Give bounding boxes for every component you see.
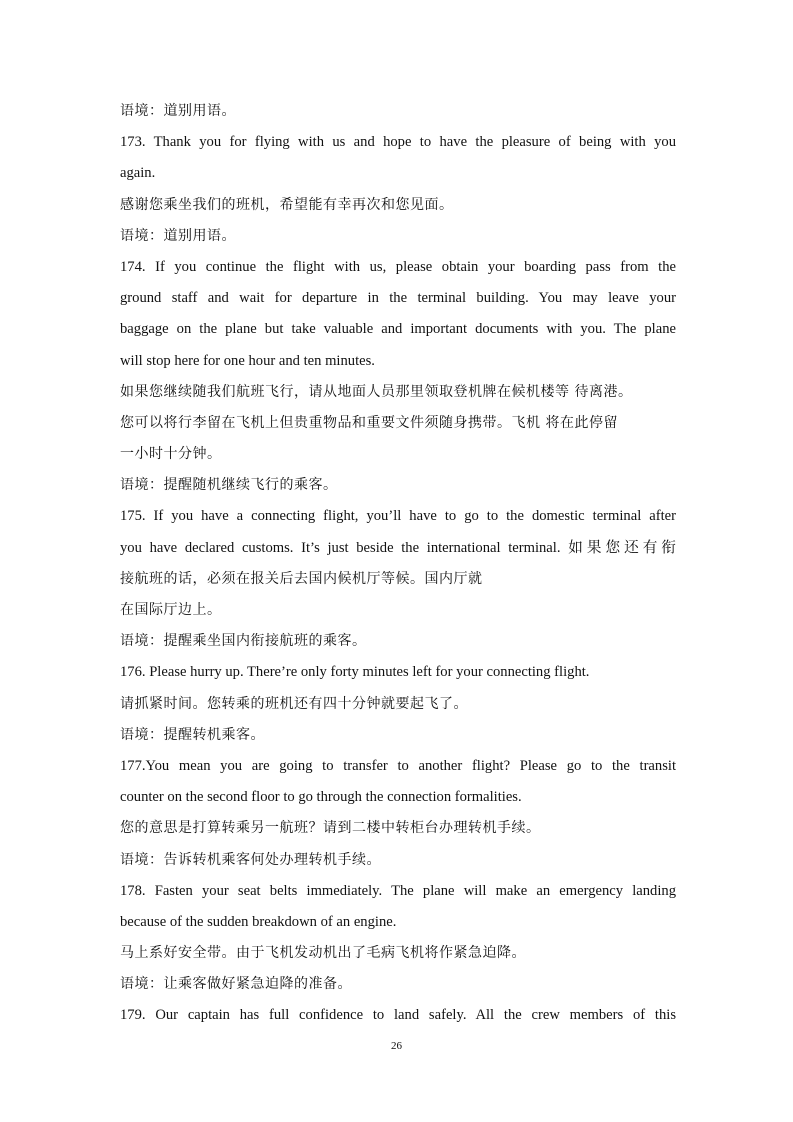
english-sentence: again. — [120, 165, 156, 182]
context-line: 语境：告诉转机乘客何处办理转机手续。 — [120, 851, 381, 868]
chinese-translation: 马上系好安全带。由于飞机发动机出了毛病飞机将作紧急迫降。 — [120, 945, 526, 962]
english-sentence: 178. Fasten your seat belts immediately. The plane will make an emergency landing — [120, 882, 676, 899]
chinese-translation: 您可以将行李留在飞机上但贵重物品和重要文件须随身携带。飞机 将在此停留 — [120, 414, 618, 431]
page-number: 26 — [391, 1040, 402, 1052]
english-sentence: 173. Thank you for flying with us and hope to have the pleasure of being with you — [120, 134, 676, 151]
english-sentence: you have declared customs. It’s just beside the international terminal. 如果您还有衔 — [120, 539, 676, 556]
chinese-translation: 请抓紧时间。您转乘的班机还有四十分钟就要起飞了。 — [120, 695, 468, 712]
context-line: 语境：提醒转机乘客。 — [120, 726, 265, 743]
chinese-translation: 一小时十分钟。 — [120, 446, 222, 463]
english-sentence: will stop here for one hour and ten minutes. — [120, 352, 375, 369]
english-sentence: 177.You mean you are going to transfer to another flight? Please go to the transit — [120, 757, 676, 774]
chinese-translation: 感谢您乘坐我们的班机，希望能有幸再次和您见面。 — [120, 196, 454, 213]
context-line: 语境：提醒乘坐国内衔接航班的乘客。 — [120, 633, 367, 650]
context-line: 语境：让乘客做好紧急迫降的准备。 — [120, 976, 352, 993]
english-sentence: counter on the second floor to go through the connection formalities. — [120, 789, 522, 806]
english-sentence: ground staff and wait for departure in the terminal building. You may leave your — [120, 290, 676, 307]
chinese-translation: 如果您继续随我们航班飞行，请从地面人员那里领取登机牌在候机楼等 待离港。 — [120, 383, 633, 400]
context-line: 语境：道别用语。 — [120, 103, 236, 119]
chinese-translation: 在国际厅边上。 — [120, 602, 222, 618]
document-body — [120, 96, 676, 1032]
english-sentence: 176. Please hurry up. There’re only forty minutes left for your connecting flight. — [120, 664, 590, 681]
context-line: 语境：提醒随机继续飞行的乘客。 — [120, 477, 338, 494]
english-sentence: baggage on the plane but take valuable and important documents with you. The plane — [120, 321, 676, 338]
context-line: 语境：道别用语。 — [120, 227, 236, 244]
english-sentence: 174. If you continue the flight with us, please obtain your boarding pass from the — [120, 258, 676, 275]
chinese-translation: 您的意思是打算转乘另一航班？请到二楼中转柜台办理转机手续。 — [120, 820, 541, 837]
english-sentence: 175. If you have a connecting flight, you’ll have to go to the domestic terminal after — [120, 508, 676, 525]
english-sentence: because of the sudden breakdown of an engine. — [120, 913, 397, 930]
chinese-translation: 接航班的话，必须在报关后去国内候机厅等候。国内厅就 — [120, 570, 483, 587]
english-sentence: 179. Our captain has full confidence to land safely. All the crew members of this — [120, 1007, 676, 1024]
